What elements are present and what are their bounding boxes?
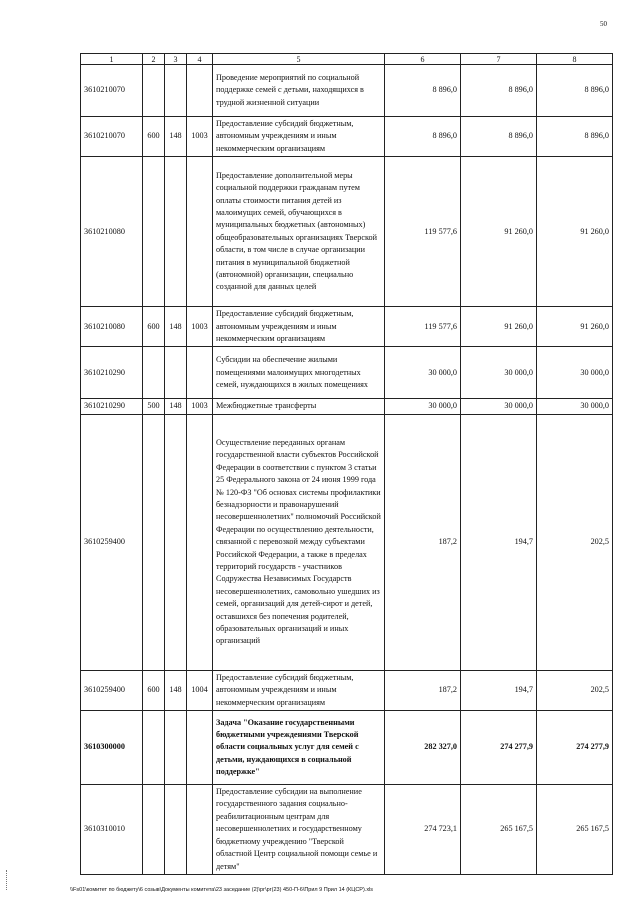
- table-row: [81, 157, 613, 307]
- amount-col-6: 274 723,1: [385, 785, 461, 875]
- amount-col-7: 274 277,9: [461, 711, 537, 785]
- amount-col-8: 274 277,9: [537, 711, 613, 785]
- section-code: 1003: [187, 399, 213, 414]
- budget-code: 3610210080: [81, 157, 143, 307]
- amount-col-7: 194,7: [461, 670, 537, 710]
- table-row: [81, 670, 613, 710]
- budget-code: 3610210290: [81, 347, 143, 399]
- item-description: Предоставление субсидий бюджетным, автономным учреждениям и иным некоммерческим организациям: [213, 307, 385, 347]
- expense-type-code: 600: [143, 670, 165, 710]
- table-row: [81, 414, 613, 670]
- expense-type-code: [143, 414, 165, 670]
- item-description: Субсидии на обеспечение жилыми помещениями малоимущих многодетных семей, нуждающихся в жилых помещениях: [213, 347, 385, 399]
- section-code: [187, 711, 213, 785]
- budget-code: 3610300000: [81, 711, 143, 785]
- column-header: 1: [81, 54, 143, 65]
- amount-col-6: 119 577,6: [385, 307, 461, 347]
- table-row: [81, 785, 613, 875]
- amount-col-6: 8 896,0: [385, 117, 461, 157]
- ministry-code: [165, 785, 187, 875]
- budget-code: 3610259400: [81, 670, 143, 710]
- ministry-code: [165, 414, 187, 670]
- ministry-code: 148: [165, 670, 187, 710]
- section-code: [187, 414, 213, 670]
- expense-type-code: [143, 157, 165, 307]
- item-description: Предоставление дополнительной меры социальной поддержки гражданам путем оплаты стоимости питания детей из малоимущих семей, обучающихся в муниципальных бюджетных (автономных) общеобразовательных организациях Тверской области, в том числе в случае организации питания в муниципальной бюджетной (автономной) организации, специально созданной для данных целей: [213, 157, 385, 307]
- amount-col-7: 265 167,5: [461, 785, 537, 875]
- section-code: 1004: [187, 670, 213, 710]
- table-row: [81, 307, 613, 347]
- amount-col-8: 8 896,0: [537, 65, 613, 117]
- expense-type-code: [143, 785, 165, 875]
- amount-col-6: 30 000,0: [385, 399, 461, 414]
- section-code: [187, 157, 213, 307]
- amount-col-8: 91 260,0: [537, 307, 613, 347]
- column-header: 4: [187, 54, 213, 65]
- amount-col-7: 91 260,0: [461, 307, 537, 347]
- ministry-code: [165, 157, 187, 307]
- table-row: [81, 347, 613, 399]
- header-row: [81, 54, 613, 65]
- amount-col-6: 30 000,0: [385, 347, 461, 399]
- item-description: Предоставление субсидий бюджетным, автономным учреждениям и иным некоммерческим организациям: [213, 117, 385, 157]
- budget-code: 3610210290: [81, 399, 143, 414]
- table-row: [81, 711, 613, 785]
- amount-col-7: 8 896,0: [461, 65, 537, 117]
- table-row: [81, 117, 613, 157]
- budget-code: 3610210070: [81, 65, 143, 117]
- margin-mark: [6, 870, 8, 890]
- expense-type-code: [143, 711, 165, 785]
- section-code: 1003: [187, 307, 213, 347]
- ministry-code: 148: [165, 117, 187, 157]
- item-description: Предоставление субсидий бюджетным, автономным учреждениям и иным некоммерческим организациям: [213, 670, 385, 710]
- expense-type-code: [143, 347, 165, 399]
- amount-col-8: 202,5: [537, 414, 613, 670]
- file-path-footer: \\Fs01\комитет по бюджету\6 созыв\Документы комитета\23 заседание (2)\рг\рг(23) 450-П-6\Прил 9 Прил 14 (КЦСР).xls: [70, 887, 374, 893]
- expense-type-code: 600: [143, 117, 165, 157]
- budget-code: 3610210080: [81, 307, 143, 347]
- section-code: 1003: [187, 117, 213, 157]
- expense-type-code: 500: [143, 399, 165, 414]
- amount-col-8: 91 260,0: [537, 157, 613, 307]
- ministry-code: [165, 711, 187, 785]
- amount-col-6: 8 896,0: [385, 65, 461, 117]
- column-header: 7: [461, 54, 537, 65]
- section-code: [187, 347, 213, 399]
- item-description: Проведение мероприятий по социальной поддержке семей с детьми, находящихся в трудной жизненной ситуации: [213, 65, 385, 117]
- column-header: 8: [537, 54, 613, 65]
- budget-code: 3610259400: [81, 414, 143, 670]
- amount-col-6: 187,2: [385, 414, 461, 670]
- amount-col-7: 30 000,0: [461, 347, 537, 399]
- column-header: 6: [385, 54, 461, 65]
- amount-col-8: 8 896,0: [537, 117, 613, 157]
- column-header: 3: [165, 54, 187, 65]
- expense-type-code: 600: [143, 307, 165, 347]
- amount-col-7: 30 000,0: [461, 399, 537, 414]
- table-row: [81, 65, 613, 117]
- column-header: 5: [213, 54, 385, 65]
- amount-col-6: 187,2: [385, 670, 461, 710]
- amount-col-8: 202,5: [537, 670, 613, 710]
- item-description: Предоставление субсидии на выполнение государственного задания социально-реабилитационным центрам для несовершеннолетних и государственному бюджетному учреждению "Тверской областной Центр социальной помощи семье и детям": [213, 785, 385, 875]
- ministry-code: [165, 347, 187, 399]
- section-code: [187, 785, 213, 875]
- table-row: [81, 399, 613, 414]
- ministry-code: 148: [165, 399, 187, 414]
- ministry-code: [165, 65, 187, 117]
- ministry-code: 148: [165, 307, 187, 347]
- item-description: Межбюджетные трансферты: [213, 399, 385, 414]
- budget-code: 3610210070: [81, 117, 143, 157]
- amount-col-7: 91 260,0: [461, 157, 537, 307]
- section-code: [187, 65, 213, 117]
- item-description: Задача "Оказание государственными бюджетными учреждениями Тверской области социальных услуг для семей с детьми, нуждающихся в социальной поддержке": [213, 711, 385, 785]
- amount-col-7: 194,7: [461, 414, 537, 670]
- amount-col-6: 119 577,6: [385, 157, 461, 307]
- item-description: Осуществление переданных органам государственной власти субъектов Российской Федерации в соответствии с пунктом 3 статьи 25 Федерального закона от 24 июня 1999 года № 120-ФЗ "Об основах системы профилактики безнадзорности и правонарушений несовершеннолетних" полномочий Российской Федерации по осуществлению деятельности, связанной с перевозкой между субъектами Российской Федерации, а также в пределах территорий государств - участников Содружества Независимых Государств несовершеннолетних, самовольно ушедших из семей, организаций для детей-сирот и детей, оставшихся без попечения родителей, образовательных организаций и иных организаций: [213, 414, 385, 670]
- expense-type-code: [143, 65, 165, 117]
- amount-col-8: 265 167,5: [537, 785, 613, 875]
- amount-col-8: 30 000,0: [537, 347, 613, 399]
- amount-col-6: 282 327,0: [385, 711, 461, 785]
- amount-col-8: 30 000,0: [537, 399, 613, 414]
- budget-code: 3610310010: [81, 785, 143, 875]
- page-number: 50: [600, 20, 607, 28]
- budget-table: [80, 53, 613, 875]
- amount-col-7: 8 896,0: [461, 117, 537, 157]
- column-header: 2: [143, 54, 165, 65]
